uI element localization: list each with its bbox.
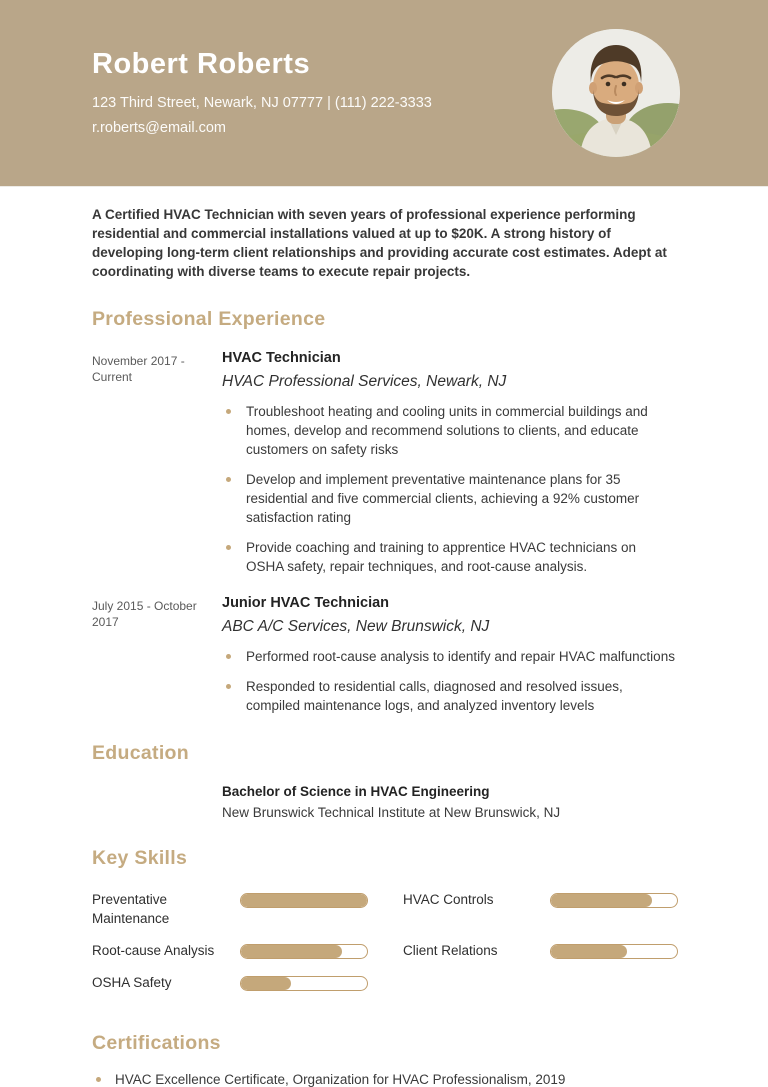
skill-bar xyxy=(550,893,678,908)
bullet-icon xyxy=(226,684,231,689)
bullet-icon xyxy=(226,654,231,659)
header-text xyxy=(92,48,432,141)
section-title-education: Education xyxy=(92,742,189,764)
job-details xyxy=(222,350,676,576)
header xyxy=(0,0,768,187)
job-title: Junior HVAC Technician xyxy=(222,595,390,611)
job-bullet xyxy=(222,470,676,527)
bullet-icon xyxy=(226,545,231,550)
job-entry xyxy=(92,595,676,715)
skill-bar xyxy=(240,976,368,991)
skill-bar xyxy=(240,893,368,908)
job-bullet-text: Provide coaching and training to apprentice HVAC technicians on OSHA safety, repair techniques, and root-cause analysis. xyxy=(246,540,636,574)
resume-body xyxy=(0,205,768,1087)
job-bullet-list xyxy=(222,402,676,576)
skill-label: Preventative Maintenance xyxy=(92,892,170,926)
job-bullet xyxy=(222,402,676,459)
certification-list xyxy=(92,1070,676,1087)
person-name: Robert Roberts xyxy=(92,48,311,80)
job-bullet-list xyxy=(222,647,676,715)
profile-photo xyxy=(552,29,680,157)
skill-bar-fill xyxy=(241,945,342,958)
summary-paragraph: A Certified HVAC Technician with seven years of professional experience performing residential and commercial installations valued at up to $20K. A strong history of developing long-term client relationships and providing accurate cost estimates. Adept at coordinating with diverse teams to execute repair projects. xyxy=(92,207,667,279)
skill-bar xyxy=(550,944,678,959)
job-company: HVAC Professional Services, Newark, NJ xyxy=(222,373,507,390)
skill-bar-fill xyxy=(241,977,291,990)
job-bullet-text: Performed root-cause analysis to identify and repair HVAC malfunctions xyxy=(246,649,675,664)
certification-text: HVAC Excellence Certificate, Organization for HVAC Professionalism, 2019 xyxy=(115,1072,566,1087)
bullet-icon xyxy=(226,409,231,414)
skill-label: HVAC Controls xyxy=(403,892,494,907)
school: New Brunswick Technical Institute at New Brunswick, NJ xyxy=(222,805,561,820)
education-entry xyxy=(222,784,676,820)
skill-label: Root-cause Analysis xyxy=(92,943,215,958)
job-dates: November 2017 - Current xyxy=(92,354,185,384)
job-bullet xyxy=(222,647,676,666)
job-bullet-text: Responded to residential calls, diagnosed and resolved issues, compiled maintenance logs, and analyzed inventory levels xyxy=(246,679,623,713)
bullet-icon xyxy=(96,1077,101,1082)
skill-label: OSHA Safety xyxy=(92,975,172,990)
skills-grid xyxy=(92,890,676,1005)
skill-bar-fill xyxy=(241,894,367,907)
job-entry xyxy=(92,350,676,576)
job-title: HVAC Technician xyxy=(222,350,341,366)
skill-bar xyxy=(240,944,368,959)
job-details xyxy=(222,595,676,715)
job-bullet xyxy=(222,677,676,715)
skill-label: Client Relations xyxy=(403,943,498,958)
job-dates: July 2015 - October 2017 xyxy=(92,599,197,629)
email: r.roberts@email.com xyxy=(92,120,226,136)
contact-line: 123 Third Street, Newark, NJ 07777 | (111) 222-3333 xyxy=(92,95,432,111)
job-company: ABC A/C Services, New Brunswick, NJ xyxy=(222,618,490,635)
section-title-key-skills: Key Skills xyxy=(92,847,188,869)
certification-item xyxy=(92,1070,676,1087)
section-title-certifications: Certifications xyxy=(92,1032,221,1054)
skill-bar-fill xyxy=(551,945,627,958)
skill-bar-fill xyxy=(551,894,652,907)
job-bullet-text: Troubleshoot heating and cooling units in commercial buildings and homes, develop and recommend solutions to clients, and educate customers on safety risks xyxy=(246,404,648,457)
section-title-experience: Professional Experience xyxy=(92,308,326,330)
job-bullet-text: Develop and implement preventative maintenance plans for 35 residential and five commercial clients, achieving a 92% customer satisfaction rating xyxy=(246,472,640,525)
bullet-icon xyxy=(226,477,231,482)
job-bullet xyxy=(222,538,676,576)
degree: Bachelor of Science in HVAC Engineering xyxy=(222,784,490,799)
profile-photo-illustration xyxy=(552,29,680,157)
